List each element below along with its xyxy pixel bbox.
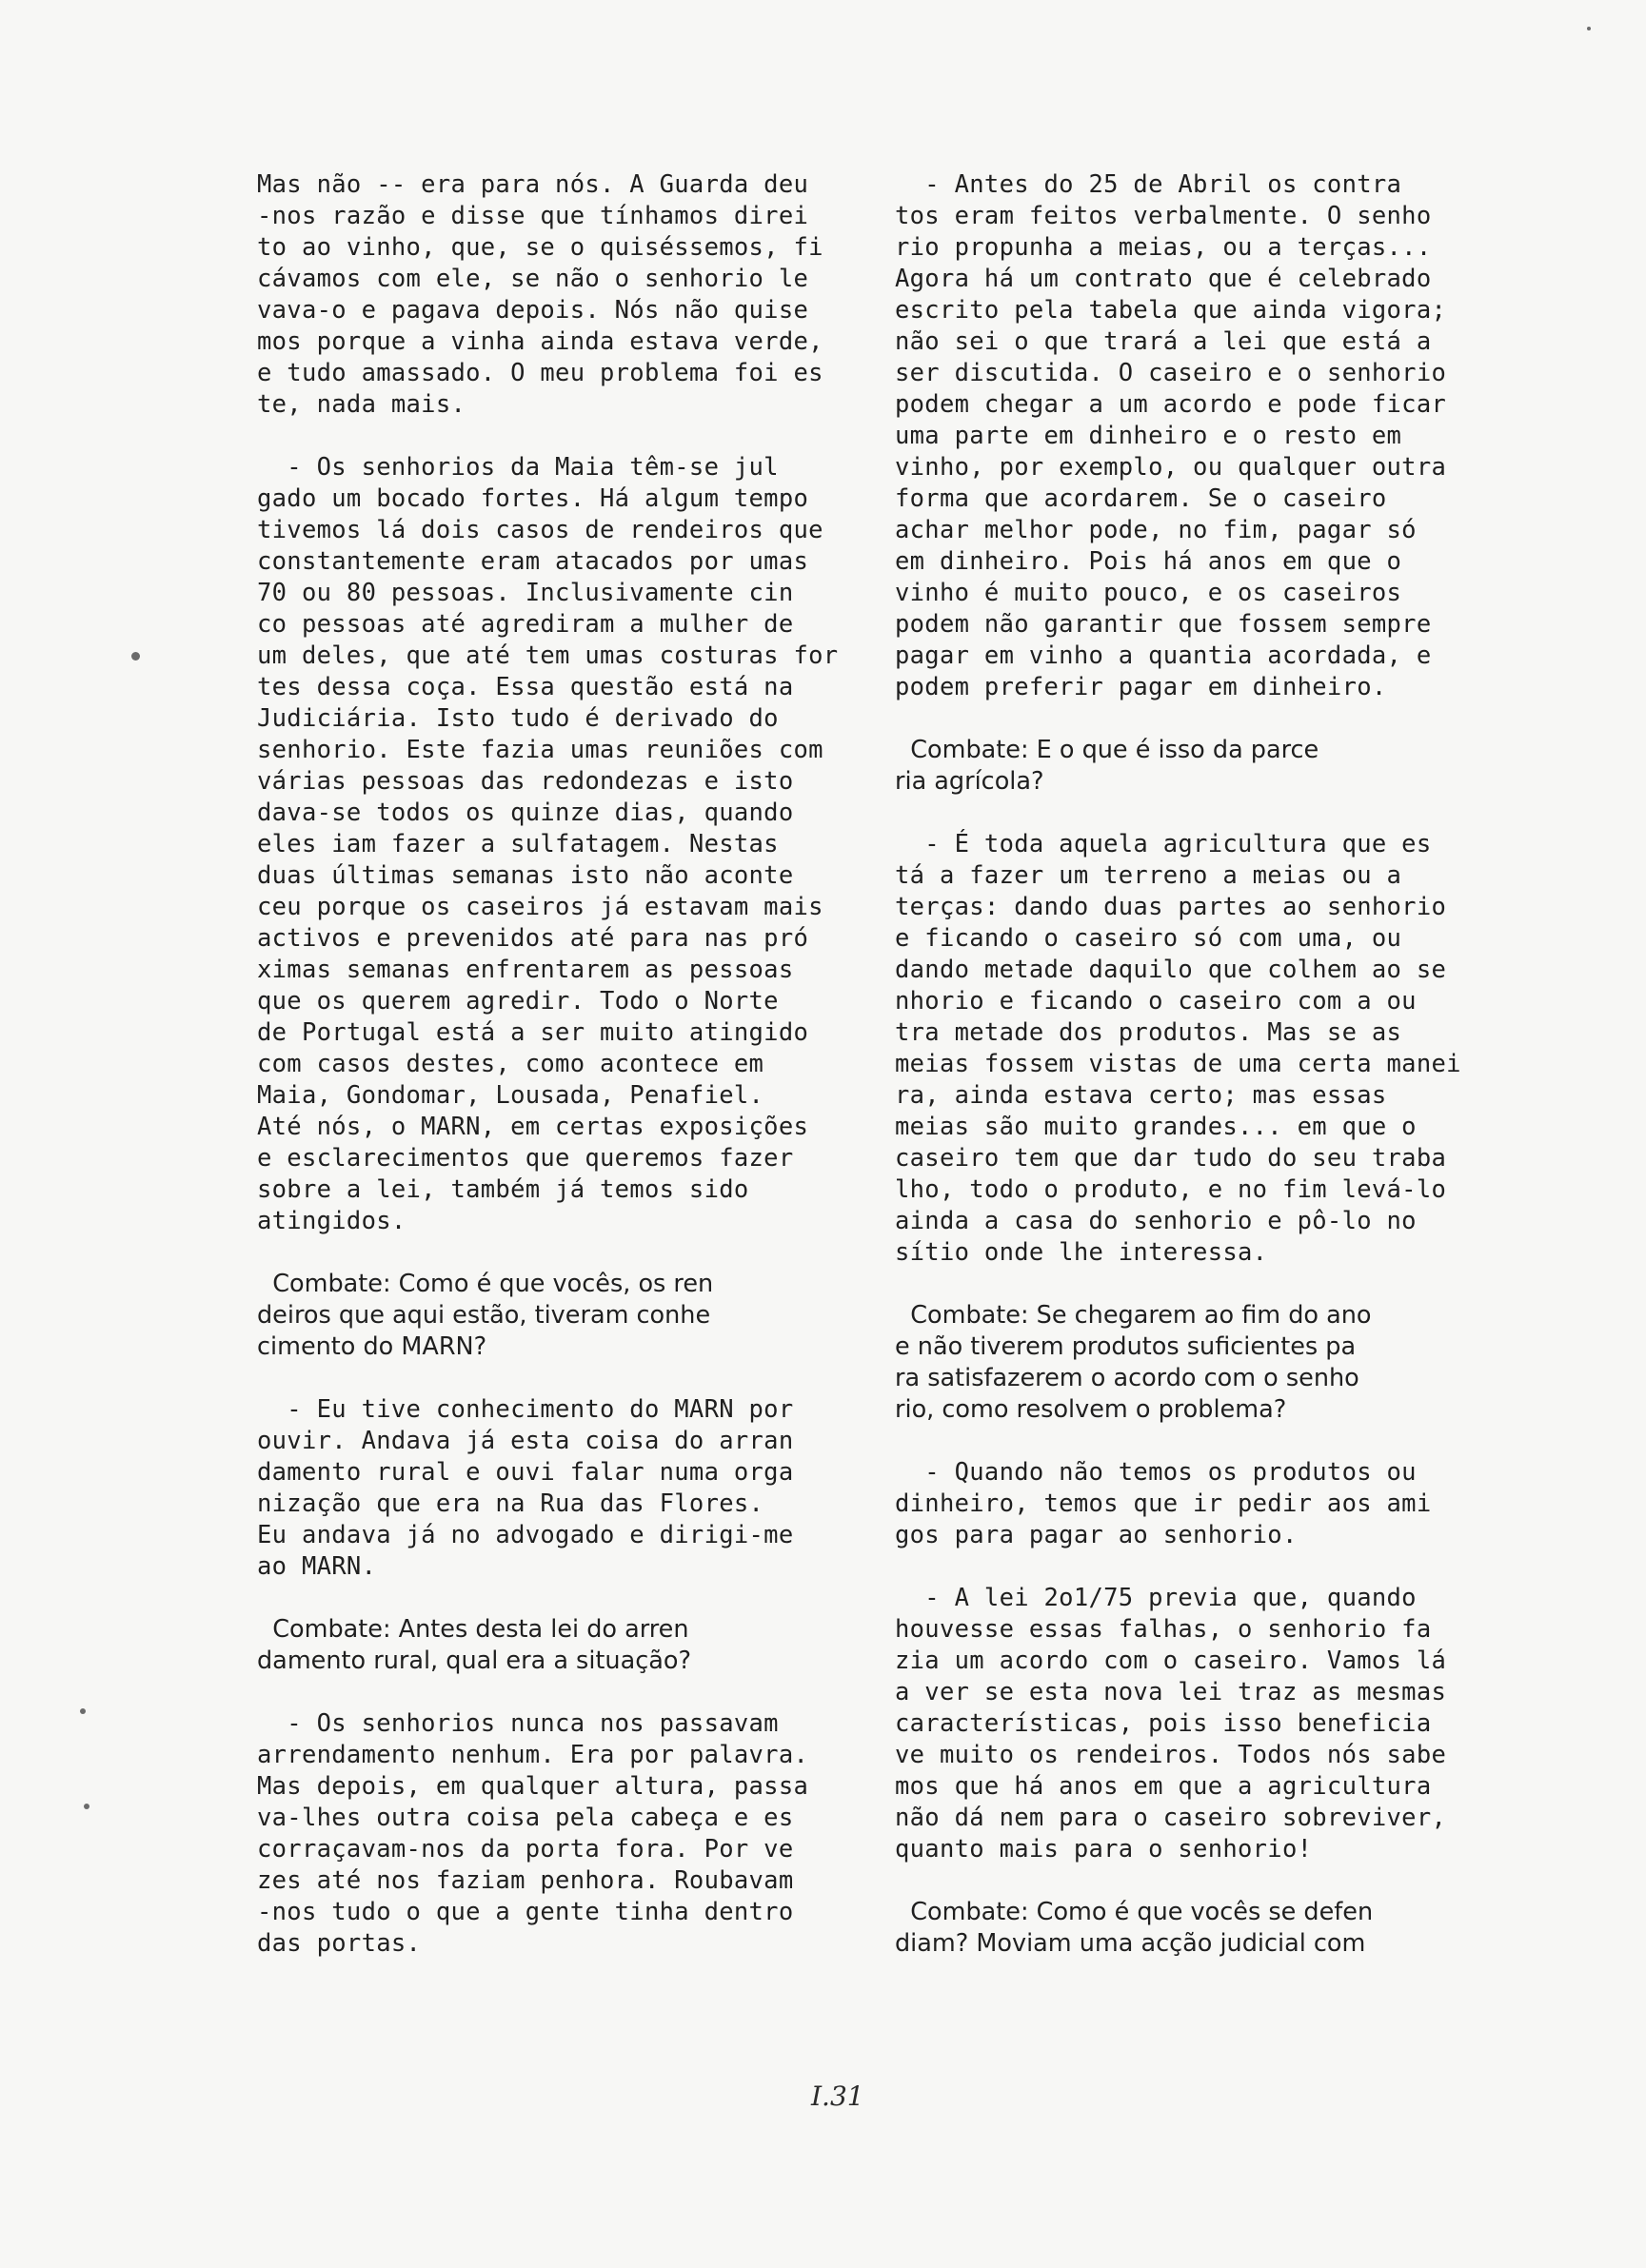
- text-line: Maia, Gondomar, Lousada, Penafiel.: [257, 1081, 764, 1110]
- text-line: tá a fazer um terreno a meias ou a: [895, 861, 1402, 890]
- text-line: va-lhes outra coisa pela cabeça e es: [257, 1804, 794, 1832]
- text-line: eles iam fazer a sulfatagem. Nestas: [257, 830, 779, 858]
- text-line: - Eu tive conhecimento do MARN por: [257, 1395, 794, 1424]
- text-line: Combate: E o que é isso da parce: [895, 736, 1319, 764]
- interview-question: [895, 1300, 1504, 1426]
- right-column: [895, 169, 1504, 1991]
- text-line: nhorio e ficando o caseiro com a ou: [895, 987, 1417, 1016]
- page-number: I.31: [811, 2081, 864, 2112]
- text-line: corraçavam-nos da porta fora. Por ve: [257, 1835, 794, 1864]
- text-line: ve muito os rendeiros. Todos nós sabe: [895, 1741, 1447, 1769]
- text-line: forma que acordarem. Se o caseiro: [895, 484, 1387, 513]
- text-line: duas últimas semanas isto não aconte: [257, 861, 794, 890]
- text-line: e esclarecimentos que queremos fazer: [257, 1144, 794, 1173]
- scan-speck: [80, 1708, 86, 1714]
- text-line: sítio onde lhe interessa.: [895, 1238, 1268, 1267]
- text-line: e ficando o caseiro só com uma, ou: [895, 924, 1402, 953]
- text-line: das portas.: [257, 1929, 422, 1958]
- text-line: 70 ou 80 pessoas. Inclusivamente cin: [257, 579, 794, 607]
- scan-speck: [1587, 27, 1591, 30]
- text-line: Combate: Antes desta lei do arren: [257, 1615, 689, 1644]
- interview-question: [257, 1269, 866, 1363]
- text-line: pagar em vinho a quantia acordada, e: [895, 641, 1432, 670]
- text-line: tos eram feitos verbalmente. O senho: [895, 202, 1432, 230]
- text-line: Judiciária. Isto tudo é derivado do: [257, 704, 779, 733]
- text-line: escrito pela tabela que ainda vigora;: [895, 296, 1447, 325]
- text-line: em dinheiro. Pois há anos em que o: [895, 547, 1402, 576]
- text-line: constantemente eram atacados por umas: [257, 547, 809, 576]
- interview-question: [257, 1614, 866, 1677]
- text-line: podem chegar a um acordo e pode ficar: [895, 390, 1447, 419]
- text-line: tes dessa coça. Essa questão está na: [257, 673, 794, 701]
- text-line: - Os senhorios da Maia têm-se jul: [257, 453, 779, 482]
- text-line: Até nós, o MARN, em certas exposições: [257, 1113, 809, 1141]
- text-line: damento rural e ouvi falar numa orga: [257, 1458, 794, 1487]
- text-line: houvesse essas falhas, o senhorio fa: [895, 1615, 1432, 1644]
- text-line: vinho é muito pouco, e os caseiros: [895, 579, 1402, 607]
- text-line: ximas semanas enfrentarem as pessoas: [257, 956, 794, 984]
- text-line: to ao vinho, que, se o quiséssemos, fi: [257, 233, 823, 262]
- text-line: senhorio. Este fazia umas reuniões com: [257, 736, 823, 764]
- text-line: Combate: Como é que vocês se defen: [895, 1898, 1374, 1926]
- text-line: dando metade daquilo que colhem ao se: [895, 956, 1447, 984]
- text-line: atingidos.: [257, 1207, 407, 1235]
- text-line: nização que era na Rua das Flores.: [257, 1489, 764, 1518]
- text-line: dava-se todos os quinze dias, quando: [257, 799, 794, 827]
- text-line: achar melhor pode, no fim, pagar só: [895, 516, 1417, 544]
- text-line: podem preferir pagar em dinheiro.: [895, 673, 1387, 701]
- text-line: gos para pagar ao senhorio.: [895, 1521, 1298, 1549]
- interview-question: [895, 1897, 1504, 1960]
- text-line: lho, todo o produto, e no fim levá-lo: [895, 1175, 1447, 1204]
- text-line: arrendamento nenhum. Era por palavra.: [257, 1741, 809, 1769]
- text-line: que os querem agredir. Todo o Norte: [257, 987, 779, 1016]
- text-line: rio propunha a meias, ou a terças...: [895, 233, 1432, 262]
- text-line: - Os senhorios nunca nos passavam: [257, 1709, 779, 1738]
- text-line: rio, como resolvem o problema?: [895, 1395, 1287, 1424]
- text-line: ouvir. Andava já esta coisa do arran: [257, 1427, 794, 1455]
- text-line: - É toda aquela agricultura que es: [895, 830, 1432, 858]
- text-line: - A lei 2o1/75 previa que, quando: [895, 1584, 1417, 1612]
- text-line: caseiro tem que dar tudo do seu traba: [895, 1144, 1447, 1173]
- text-line: vinho, por exemplo, ou qualquer outra: [895, 453, 1447, 482]
- text-line: quanto mais para o senhorio!: [895, 1835, 1313, 1864]
- text-line: várias pessoas das redondezas e isto: [257, 767, 794, 796]
- text-line: e não tiverem produtos suficientes pa: [895, 1332, 1357, 1361]
- text-line: meias fossem vistas de uma certa manei: [895, 1050, 1461, 1078]
- interview-answer: [895, 169, 1504, 703]
- text-line: ra, ainda estava certo; mas essas: [895, 1081, 1387, 1110]
- text-line: mos que há anos em que a agricultura: [895, 1772, 1432, 1801]
- text-line: ao MARN.: [257, 1552, 377, 1581]
- text-line: a ver se esta nova lei traz as mesmas: [895, 1678, 1447, 1706]
- interview-answer: [257, 452, 866, 1237]
- text-line: meias são muito grandes... em que o: [895, 1113, 1417, 1141]
- interview-answer: [257, 169, 866, 421]
- interview-answer: [895, 1457, 1504, 1551]
- text-line: gado um bocado fortes. Há algum tempo: [257, 484, 809, 513]
- text-line: ra satisfazerem o acordo com o senho: [895, 1364, 1359, 1392]
- text-line: cimento do MARN?: [257, 1332, 487, 1361]
- text-line: zia um acordo com o caseiro. Vamos lá: [895, 1647, 1447, 1675]
- text-line: sobre a lei, também já temos sido: [257, 1175, 749, 1204]
- text-line: mos porque a vinha ainda estava verde,: [257, 327, 823, 356]
- text-line: tra metade dos produtos. Mas se as: [895, 1018, 1402, 1047]
- left-column: [257, 169, 866, 1991]
- text-line: - Antes do 25 de Abril os contra: [895, 170, 1402, 199]
- text-line: tivemos lá dois casos de rendeiros que: [257, 516, 823, 544]
- text-line: deiros que aqui estão, tiveram conhe: [257, 1301, 711, 1330]
- text-line: um deles, que até tem umas costuras for: [257, 641, 839, 670]
- text-line: Eu andava já no advogado e dirigi-me: [257, 1521, 794, 1549]
- interview-question: [895, 735, 1504, 798]
- text-line: dinheiro, temos que ir pedir aos ami: [895, 1489, 1432, 1518]
- text-line: uma parte em dinheiro e o resto em: [895, 422, 1402, 450]
- text-line: ria agrícola?: [895, 767, 1044, 796]
- interview-answer: [257, 1708, 866, 1960]
- text-line: - Quando não temos os produtos ou: [895, 1458, 1417, 1487]
- text-line: com casos destes, como acontece em: [257, 1050, 764, 1078]
- interview-answer: [895, 829, 1504, 1269]
- text-line: activos e prevenidos até para nas pró: [257, 924, 809, 953]
- scan-speck: [131, 652, 140, 661]
- text-line: de Portugal está a ser muito atingido: [257, 1018, 809, 1047]
- text-line: zes até nos faziam penhora. Roubavam: [257, 1866, 794, 1895]
- text-line: te, nada mais.: [257, 390, 466, 419]
- interview-answer: [895, 1583, 1504, 1865]
- text-line: terças: dando duas partes ao senhorio: [895, 893, 1447, 921]
- text-line: ser discutida. O caseiro e o senhorio: [895, 359, 1447, 387]
- text-line: ainda a casa do senhorio e pô-lo no: [895, 1207, 1417, 1235]
- text-line: Combate: Se chegarem ao fim do ano: [895, 1301, 1372, 1330]
- text-line: vava-o e pagava depois. Nós não quise: [257, 296, 809, 325]
- text-line: Combate: Como é que vocês, os ren: [257, 1270, 714, 1298]
- scan-speck: [84, 1804, 89, 1809]
- interview-answer: [257, 1394, 866, 1583]
- text-line: não dá nem para o caseiro sobreviver,: [895, 1804, 1447, 1832]
- text-line: características, pois isso beneficia: [895, 1709, 1432, 1738]
- text-line: damento rural, qual era a situação?: [257, 1647, 691, 1675]
- text-line: não sei o que trará a lei que está a: [895, 327, 1432, 356]
- text-line: -nos razão e disse que tínhamos direi: [257, 202, 809, 230]
- text-line: diam? Moviam uma acção judicial com: [895, 1929, 1366, 1958]
- text-line: podem não garantir que fossem sempre: [895, 610, 1432, 639]
- text-line: cávamos com ele, se não o senhorio le: [257, 265, 809, 293]
- text-line: ceu porque os caseiros já estavam mais: [257, 893, 823, 921]
- text-line: Agora há um contrato que é celebrado: [895, 265, 1432, 293]
- text-line: Mas não -- era para nós. A Guarda deu: [257, 170, 809, 199]
- text-line: Mas depois, em qualquer altura, passa: [257, 1772, 809, 1801]
- text-line: -nos tudo o que a gente tinha dentro: [257, 1898, 794, 1926]
- text-line: co pessoas até agrediram a mulher de: [257, 610, 794, 639]
- text-line: e tudo amassado. O meu problema foi es: [257, 359, 823, 387]
